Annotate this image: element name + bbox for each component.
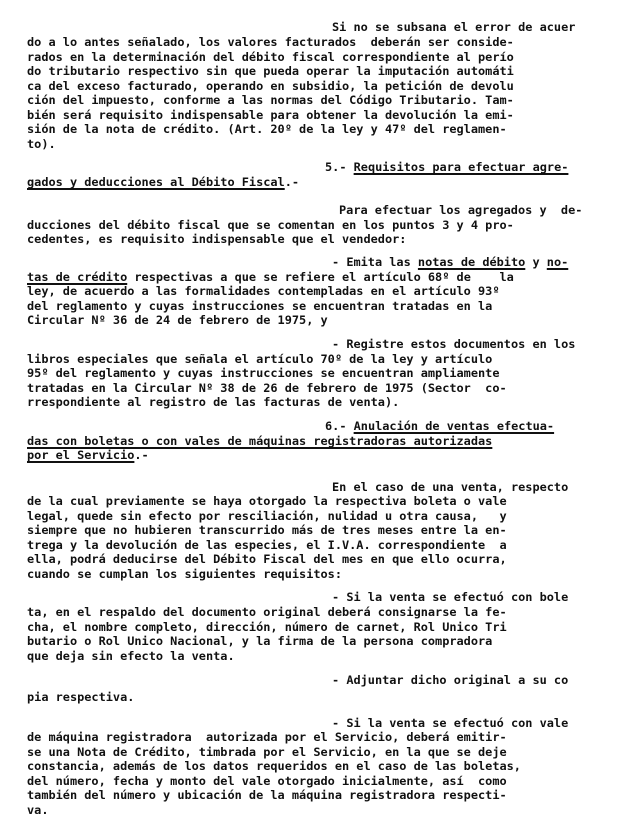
heading-punctuation: .-	[134, 448, 149, 462]
text-line: de máquina registradora autorizada por el Servicio, deberá emitir-	[27, 730, 507, 744]
text-line: sión de la nota de crédito. (Art. 20º de la ley y 47º del reglamen-	[27, 122, 507, 136]
text-line: ta, en el respaldo del documento original deberá consignarse la fe-	[27, 605, 507, 619]
text-line: rados en la determinación del débito fiscal correspondiente al perío	[27, 50, 514, 64]
section-title: gados y deducciones al Débito Fiscal	[27, 175, 285, 189]
text-line: 95º del reglamento y cuyas instrucciones se encuentran ampliamente	[27, 366, 500, 380]
text-line: En el caso de una venta, respecto	[332, 480, 569, 494]
text-line: - Si la venta se efectuó con bole	[332, 590, 569, 604]
text-line: pia respectiva.	[27, 690, 135, 704]
text-line: rrespondiente al registro de las facturas de venta).	[27, 395, 400, 409]
item-text: respectivas a que se refiere el artículo 68º de la	[127, 270, 514, 284]
text-line: ella, podrá deducirse del Débito Fiscal del mes en que ello ocurra,	[27, 552, 507, 566]
section-number: 5.-	[325, 160, 354, 174]
text-line: do tributario respectivo sin que pueda operar la imputación automáti	[27, 64, 514, 78]
text-line: va.	[27, 803, 49, 817]
item-prefix: - Emita las	[332, 255, 418, 269]
section-heading-line	[27, 448, 149, 462]
text-line: - Adjuntar dicho original a su co	[332, 673, 569, 687]
section-number: 6.-	[325, 419, 354, 433]
section-title: Requisitos para efectuar agre-	[353, 160, 569, 174]
section-title: Anulación de ventas efectua-	[353, 419, 555, 433]
text-line: ley, de acuerdo a las formalidades contempladas en el artículo 93º	[27, 284, 500, 298]
item-middle: y	[525, 255, 547, 269]
text-line: libros especiales que señala el artículo 70º de la ley y artículo	[27, 352, 493, 366]
text-line: ción del impuesto, conforme a las normas del Código Tributario. Tam-	[27, 93, 514, 107]
section-title: por el Servicio	[27, 448, 135, 462]
text-line: butario o Rol Unico Nacional, y la firma de la persona compradora	[27, 634, 493, 648]
text-line: del número, fecha y monto del vale otorgado inicialmente, así como	[27, 774, 507, 788]
text-line	[27, 270, 514, 284]
text-line: do a lo antes señalado, los valores facturados deberán ser conside-	[27, 35, 514, 49]
text-line: bién será requisito indispensable para obtener la devolución la emi-	[27, 108, 514, 122]
text-line: constancia, además de los datos requeridos en el caso de las boletas,	[27, 759, 521, 773]
text-line: cedentes, es requisito indispensable que el vendedor:	[27, 232, 407, 246]
text-line: Para efectuar los agregados y de-	[339, 203, 583, 217]
text-line: to).	[27, 137, 56, 151]
term-notas-de-debito: notas de débito	[417, 255, 526, 269]
text-line: Circular Nº 36 de 24 de febrero de 1975, y	[27, 313, 328, 327]
text-line: también del número y ubicación de la máquina registradora respecti-	[27, 788, 507, 802]
text-line: de la cual previamente se haya otorgado la respectiva boleta o vale	[27, 494, 507, 508]
text-line: - Registre estos documentos en los	[332, 337, 576, 351]
section-heading-line	[27, 175, 299, 189]
term-notas-de-credito-part: no-	[546, 255, 569, 269]
section-heading-line	[27, 434, 492, 448]
text-line	[332, 255, 568, 269]
section-title: das con boletas o con vales de máquinas registradoras autorizadas	[27, 434, 493, 448]
text-line: ca del exceso facturado, operando en subsidio, la petición de devolu	[27, 79, 514, 93]
text-line: siempre que no hubieren transcurrido más de tres meses entre la en-	[27, 523, 507, 537]
text-line: Si no se subsana el error de acuer	[332, 20, 576, 34]
text-line: tratadas en la Circular Nº 38 de 26 de febrero de 1975 (Sector co-	[27, 381, 507, 395]
text-line: legal, quede sin efecto por resciliación, nulidad u otra causa, y	[27, 509, 507, 523]
text-line: cuando se cumplan los siguientes requisitos:	[27, 567, 342, 581]
text-line: cha, el nombre completo, dirección, número de carnet, Rol Unico Tri	[27, 620, 507, 634]
section-heading-line	[325, 160, 568, 174]
text-line: que deja sin efecto la venta.	[27, 649, 235, 663]
heading-punctuation: .-	[284, 175, 300, 189]
text-line: trega y la devolución de las especies, el I.V.A. correspondiente a	[27, 538, 507, 552]
term-notas-de-credito-part: tas de crédito	[27, 270, 128, 284]
text-line: se una Nota de Crédito, timbrada por el Servicio, en la que se deje	[27, 745, 507, 759]
section-heading-line	[325, 419, 554, 433]
text-line: - Si la venta se efectuó con vale	[332, 716, 569, 730]
text-line: del reglamento y cuyas instrucciones se encuentran tratadas en la	[27, 299, 493, 313]
text-line: ducciones del débito fiscal que se comentan en los puntos 3 y 4 pro-	[27, 218, 514, 232]
